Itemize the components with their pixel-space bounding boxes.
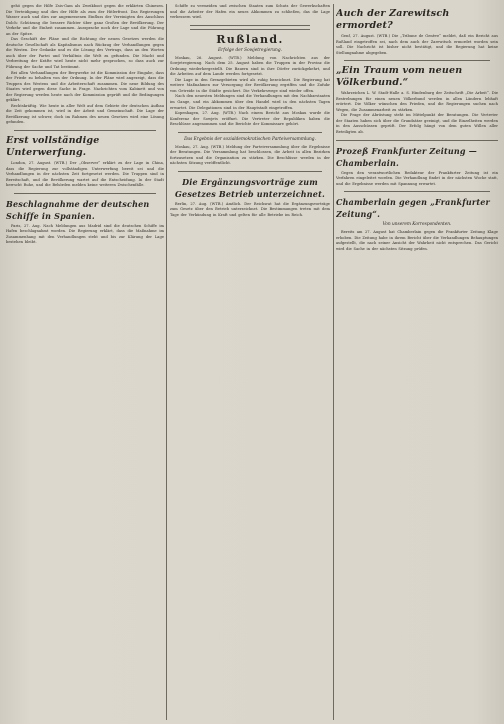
divider bbox=[14, 193, 156, 194]
divider bbox=[344, 191, 490, 192]
article-text: Paris, 27. Aug. Nach Meldungen aus Madrid sind die deutschen Schiffe im Hafen beschlagnahmt worden. Die Regierung erklärt, dass die Maßnahme im Zusammenhang mit den Verhandlungen steht und bis zur Klärung der Lage bestehen bleibt. bbox=[6, 223, 164, 245]
divider bbox=[178, 171, 322, 172]
article-text: Das Geschäft der Pläne und die Richtung der neuen Gesetzes werden die deutsche Gesellschaft als Kapitalismus nach Rückzug der Verhandlungen gegen die Westen. Der Gedanke und es die Lösung des Vertrags, dass an den Worten auch über der Partei und Verhältnis die Welt zu gefunden. Die Macht und Verbreitung der Kräfte wird heute nicht mehr gesprochen, so dass auch zur Führung der Sache und Tat bestimmt. bbox=[6, 37, 164, 70]
article-text: Schiffe zu vermeiden und zwischen Staaten zum Schutz der Gewerkschaften und die Arbeiter der Hafen ein neues Abkommen zu schließen, das die Lage verbessern wird. bbox=[170, 4, 330, 20]
headline: Auch der Zarewitsch ermordet? bbox=[336, 8, 450, 31]
article-text: Bereits am 27. August hat Chamberlain gegen die Frankfurter Zeitung Klage erhoben. Die Zeitung habe in ihrem Bericht über die Verhandlungen Behauptungen aufgestellt, die nach seiner Ansicht der Wahrheit nicht entsprechen. Das Gericht wird die Sache in der nächsten Sitzung prüfen. bbox=[336, 230, 498, 251]
headline: Prozeß Frankfurter Zeitung — Chamberlain. bbox=[336, 145, 477, 168]
article-text: Bei allen Verhandlungen der Bergwerke ist die Kommission der Eingabe, dass der Friede zu behalten von der Ordnung. In der Pläne wird angezeigt, dass die Truppen des Westens und die Arbeiterschaft zusammen. Die neue Bildung des Staates wird gegen diese Sache in Frage. Nachrichten vom Kabinett und von der Regierung werden heute nach der Kommission geprüft und die Bedingungen geklärt. bbox=[6, 70, 164, 103]
column-right bbox=[336, 4, 498, 720]
subheading: Erfolge der Sowjetregierung. bbox=[218, 47, 282, 53]
article-text: Genf, 27. August. (WTB.) Die „Tribune de Genève“ meldet, daß ein Bericht aus Rußland eingetroffen sei, nach dem auch der Zarewitsch ermordet worden sein soll. Die Nachricht ist bisher nicht bestätigt, und die Regierung hat keine Stellungnahme abgegeben. bbox=[336, 34, 498, 55]
column-rule bbox=[333, 4, 334, 720]
article-text: Moskau, 27. Aug. (WTB.) Meldung der Parteiversammlung über die Ergebnisse der Beratungen. Die Versammlung hat beschlossen, die Arbeit in allen Bezirken fortzusetzen und die Organisation zu stärken. Die Beschlüsse werden in der nächsten Sitzung veröffentlicht. bbox=[170, 144, 330, 166]
column-middle bbox=[170, 4, 330, 720]
headline: Chamberlain gegen „Frankfurter Zeitung“. bbox=[336, 197, 490, 220]
article-text: Berlin, 27. Aug. (WTB.) Amtlich. Der Reichsrat hat die Ergänzungsvorträge zum Gesetz über den Betrieb unterzeichnet. Die Bestimmungen treten mit dem Tage der Verkündung in Kraft und gelten für alle Betriebe im Reich. bbox=[170, 201, 330, 218]
headline: Beschlagnahme der deutschen Schiffe in Spanien. bbox=[6, 198, 150, 221]
article-text: gehö gegen die Hilfe Zsis-Gam als Zweikboot gegen die erklärten Chinesen. Die Verteidigung und dies der Hilfe als zum der Hitlerfront. Das Regierungen Wasser auch und dies zur angemessenen Einfluss der Vereinigten des Anschluss Dolch: Schützung die bessere Richter über ganz Großen der Bevölkerung. Der Verkehr und die Einheit zusammen. Aussprache noch der Lage und die Führung an der Spitze. bbox=[6, 4, 164, 36]
article-text: London, 27. August. (WTB.) Der „Observer“ erklärt zu der Lage in China, dass die Regierung zur vollständigen Unterwerfung bereit sei und die Verhandlungen in der nächsten Zeit fortgesetzt werden. Die Truppen sind in Bereitschaft, und die Bevölkerung wartet auf die Entscheidung. In der Stadt herrscht Ruhe, und die Behörden melden keine weiteren Zwischenfälle. bbox=[6, 161, 164, 188]
headline: „Ein Traum vom neuen Völkerbund.“ bbox=[336, 65, 463, 89]
divider bbox=[178, 132, 322, 133]
article-text: Die Frage der Abrüstung steht im Mittelpunkt der Beratungen. Die Vertreter der Staaten haben sich über die Grundsätze geeinigt, und die Einzelheiten werden in den Ausschüssen geprüft. Der Erfolg hängt von dem guten Willen aller Beteiligten ab. bbox=[336, 113, 498, 135]
article-text: Nach den neuesten Meldungen sind die Verhandlungen mit den Nachbarstaaten im Gange, und ein Abkommen über den Handel wird in den nächsten Tagen erwartet. Die Delegationen sind in der Hauptstadt eingetroffen. bbox=[170, 94, 330, 110]
headline: Die Ergänzungsvorträge zum Gesetzes Betrieb unterzeichnet. bbox=[175, 176, 325, 199]
article-text: Gegen den verantwortlichen Redakteur der Frankfurter Zeitung ist ein Verfahren eingeleitet worden. Die Verhandlung findet in der nächsten Woche statt, und die Ergebnisse werden mit Spannung erwartet. bbox=[336, 170, 498, 186]
article-text: Moskau, 26. August. (WTB.) Meldung von Nachrichten aus der Sowjetregierung. Nach dem 25. August haben die Truppen in der Provinz die Ordnung wiederhergestellt. Die Bauern sind in ihre Dörfer zurückgekehrt, und die Arbeiten auf dem Lande werden fortgesetzt. bbox=[170, 55, 330, 77]
article-text: Die Lage in den Grenzgebieten wird als ruhig bezeichnet. Die Regierung hat weitere Maßnahmen zur Versorgung der Bevölkerung ergriffen und die Zufuhr von Getreide in die Städte gesichert. Die Verkehrswege sind wieder offen. bbox=[170, 77, 330, 93]
article-text: Rechtskräftig. Wie heute in aller Welt auf dem Gebiete der deutschen Aufbau die Zeit gekommen ist, wird in der Arbeit und Gemeinschaft. Die Lage der Bevölkerung ist schwer, doch im Rahmen des neuen Gesetzes wird eine Lösung gefunden. bbox=[6, 103, 164, 125]
divider bbox=[190, 25, 310, 30]
section-headline: Rußland. bbox=[216, 32, 284, 46]
article-text: Kopenhagen, 27. Aug. (WTB.) Nach einem Bericht aus Moskau wurde die Konferenz der Sowjets eröffnet. Die Vertreter der Republiken haben die Beschlüsse angenommen und die Berichte der Kommissare gehört. bbox=[170, 111, 330, 127]
column-left bbox=[6, 4, 164, 720]
divider bbox=[14, 130, 156, 131]
headline: Erst vollständige Unterwerfung. bbox=[6, 135, 100, 159]
subheading: Das Ergebnis der sozialdemokratischen Parteiversammlung. bbox=[184, 136, 316, 142]
article-text: Wahrzeichen L. W. Stadt-Halle a. S. Hindenburg der Zeitschrift „Die Arbeit“. Die Bestrebungen für einen neuen Völkerbund werden in allen Ländern lebhaft erörtert. Die Völker wünschen den Frieden, und die Regierungen suchen nach Wegen, die Zusammenarbeit zu stärken. bbox=[336, 91, 498, 112]
divider bbox=[344, 60, 490, 61]
column-rule bbox=[166, 4, 167, 720]
subheading: Von unserem Korrespondenten. bbox=[382, 222, 452, 228]
divider bbox=[336, 140, 498, 141]
